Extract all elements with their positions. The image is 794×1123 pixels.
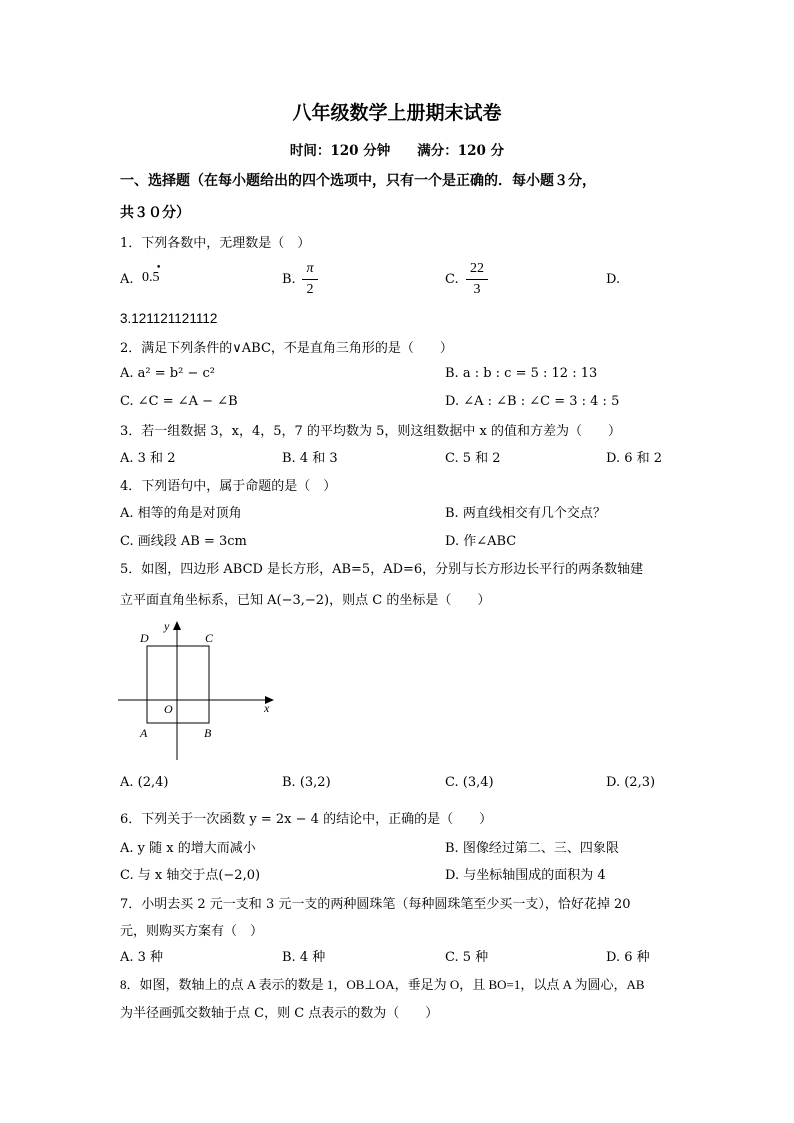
q1-option-c-label: C. [445, 272, 459, 287]
q4-stem: 4．下列语句中，属于命题的是（ ） [120, 479, 337, 494]
q7-option-a: A. 3 种 [120, 950, 164, 965]
fraction-numerator: π [306, 261, 314, 276]
page-title: 八年级数学上册期末试卷 [292, 102, 502, 124]
rectangle-abcd [147, 646, 209, 723]
q6-option-a: A. y 随 x 的增大而减小 [120, 841, 256, 856]
q1-option-d-value: 3.121121121112 [120, 311, 218, 326]
fraction-denominator: 3 [473, 282, 481, 297]
exam-info: 时间：120 分钟 满分：120 分 [289, 143, 505, 159]
label-y: y [164, 619, 170, 633]
q8-stem-line2: 为半径画弧交数轴于点 C，则 C 点表示的数为（ ） [120, 1006, 439, 1021]
q4-option-c: C. 画线段 AB = 3cm [120, 534, 247, 549]
q1-option-a-value: 0.5 [142, 270, 160, 285]
q1-option-c-fraction [466, 261, 488, 298]
label-d: D [140, 631, 149, 645]
q8-stem-line1: 8．如图，数轴上的点 A 表示的数是 1，OB⊥OA，垂足为 O，且 BO=1，以点 A 为圆心，AB [120, 977, 645, 992]
q2-stem: 2．满足下列条件的∨ABC，不是直角三角形的是（ ） [120, 341, 453, 356]
q5-stem-line1: 5．如图，四边形 ABCD 是长方形，AB=5，AD=6，分别与长方形边长平行的两条数轴建 [120, 562, 644, 577]
label-c: C [205, 631, 214, 645]
q6-option-d: D. 与坐标轴围成的面积为 4 [445, 868, 606, 883]
section-heading-line2: 共３０分） [120, 205, 190, 221]
section-heading-line1: 一、选择题（在每小题给出的四个选项中，只有一个是正确的．每小题３分， [120, 173, 596, 189]
q7-stem-line1: 7．小明去买 2 元一支和 3 元一支的两种圆珠笔（每种圆珠笔至少买一支），恰好花掉 20 [120, 897, 631, 912]
q5-option-a: A. (2,4) [120, 775, 169, 790]
q3-stem: 3．若一组数据 3，x，4，5，7 的平均数为 5，则这组数据中 x 的值和方差为（ ） [120, 424, 621, 439]
q5-stem-line2: 立平面直角坐标系，已知 A(−3,−2)，则点 C 的坐标是（ ） [120, 593, 491, 608]
q5-option-d: D. (2,3) [606, 775, 656, 790]
q5-rectangle-figure [118, 618, 278, 763]
q2-option-c: C. ∠C = ∠A − ∠B [120, 394, 238, 409]
q2-option-a: A. a² = b² − c² [120, 366, 215, 381]
q4-option-b: B. 两直线相交有几个交点？ [445, 506, 606, 521]
q1-option-a-label: A. [120, 272, 134, 287]
label-a: A [140, 726, 148, 740]
q7-stem-line2: 元，则购买方案有（ ） [120, 924, 264, 939]
q7-option-c: C. 5 种 [445, 950, 489, 965]
q4-option-d: D. 作∠ABC [445, 534, 517, 549]
q5-option-c: C. (3,4) [445, 775, 494, 790]
repeating-dot-mark: • [156, 263, 162, 273]
q7-option-b: B. 4 种 [282, 950, 326, 965]
fraction-bar [466, 279, 488, 280]
q1-option-d-label: D. [606, 272, 621, 287]
label-b: B [204, 726, 212, 740]
q1-option-b-label: B. [282, 272, 296, 287]
q3-option-b: B. 4 和 3 [282, 451, 338, 466]
label-x: x [264, 701, 270, 715]
fraction-numerator: 22 [470, 261, 484, 276]
label-o: O [164, 702, 173, 716]
q6-option-b: B. 图像经过第二、三、四象限 [445, 841, 619, 856]
q3-option-a: A. 3 和 2 [120, 451, 176, 466]
q7-option-d: D. 6 种 [606, 950, 650, 965]
q1-stem: 1．下列各数中，无理数是（ ） [120, 236, 311, 251]
q2-option-b: B. a : b : c = 5 : 12 : 13 [445, 366, 598, 381]
y-axis-arrow [173, 621, 181, 630]
q6-stem: 6．下列关于一次函数 y = 2x − 4 的结论中，正确的是（ ） [120, 812, 493, 827]
q3-option-d: D. 6 和 2 [606, 451, 663, 466]
q4-option-a: A. 相等的角是对顶角 [120, 506, 242, 521]
q6-option-c: C. 与 x 轴交于点(−2,0) [120, 868, 261, 883]
q5-option-b: B. (3,2) [282, 775, 331, 790]
q2-option-d: D. ∠A : ∠B : ∠C = 3 : 4 : 5 [445, 394, 620, 409]
fraction-bar [302, 279, 318, 280]
q3-option-c: C. 5 和 2 [445, 451, 501, 466]
fraction-denominator: 2 [306, 282, 314, 297]
q1-option-b-fraction [302, 261, 318, 298]
